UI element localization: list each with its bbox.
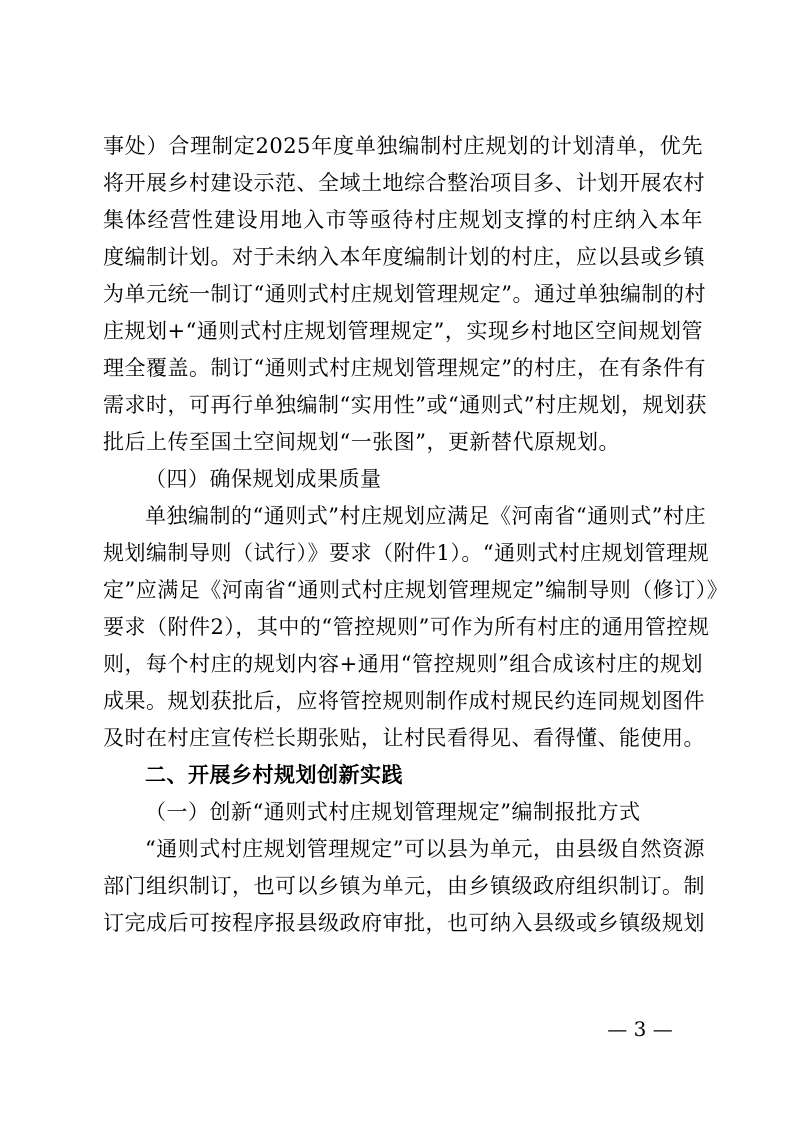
section-subheading: （一）创新“通则式村庄规划管理规定”编制报批方式 xyxy=(145,800,641,824)
text-line: 集体经营性建设用地入市等亟待村庄规划支撑的村庄纳入本年 xyxy=(103,208,703,232)
text-line: 理全覆盖。制订“通则式村庄规划管理规定”的村庄，在有条件有 xyxy=(103,356,706,380)
page-number: — 3 — xyxy=(607,1017,673,1041)
text-line: 定”应满足《河南省“通则式村庄规划管理规定”编制导则（修订）》 xyxy=(103,578,729,602)
text-line: 要求（附件2），其中的“管控规则”可作为所有村庄的通用管控规 xyxy=(103,615,710,639)
text-line: 部门组织制订，也可以乡镇为单元，由乡镇级政府组织制订。制 xyxy=(103,874,705,898)
document-body xyxy=(103,128,729,942)
text-line: 度编制计划。对于未纳入本年度编制计划的村庄，应以县或乡镇 xyxy=(103,245,705,269)
text-line: 为单元统一制订“通则式村庄规划管理规定”。通过单独编制的村 xyxy=(103,282,706,306)
text-line: 订完成后可按程序报县级政府审批，也可纳入县级或乡镇级规划 xyxy=(103,911,705,935)
text-line: 单独编制的“通则式”村庄规划应满足《河南省“通则式”村庄 xyxy=(145,504,706,528)
text-line: 将开展乡村建设示范、全域土地综合整治项目多、计划开展农村 xyxy=(103,171,705,195)
text-line: “通则式村庄规划管理规定”可以县为单元，由县级自然资源 xyxy=(145,837,705,861)
text-line: 庄规划+“通则式村庄规划管理规定”，实现乡村地区空间规划管 xyxy=(103,319,703,343)
text-line: 成果。规划获批后，应将管控规则制作成村规民约连同规划图件 xyxy=(103,689,705,713)
text-line: 批后上传至国土空间规划“一张图”，更新替代原规划。 xyxy=(103,430,620,454)
section-subheading: （四）确保规划成果质量 xyxy=(145,467,382,491)
text-line: 则，每个村庄的规划内容+通用“管控规则”组合成该村庄的规划 xyxy=(103,652,703,676)
section-heading: 二、开展乡村规划创新实践 xyxy=(145,763,403,787)
text-line: 事处）合理制定2025年度单独编制村庄规划的计划清单，优先 xyxy=(103,134,703,158)
text-line: 及时在村庄宣传栏长期张贴，让村民看得见、看得懂、能使用。 xyxy=(103,726,705,750)
text-line: 规划编制导则（试行）》要求（附件1）。“通则式村庄规划管理规 xyxy=(103,541,710,565)
text-line: 需求时，可再行单独编制“实用性”或“通则式”村庄规划，规划获 xyxy=(103,393,707,417)
